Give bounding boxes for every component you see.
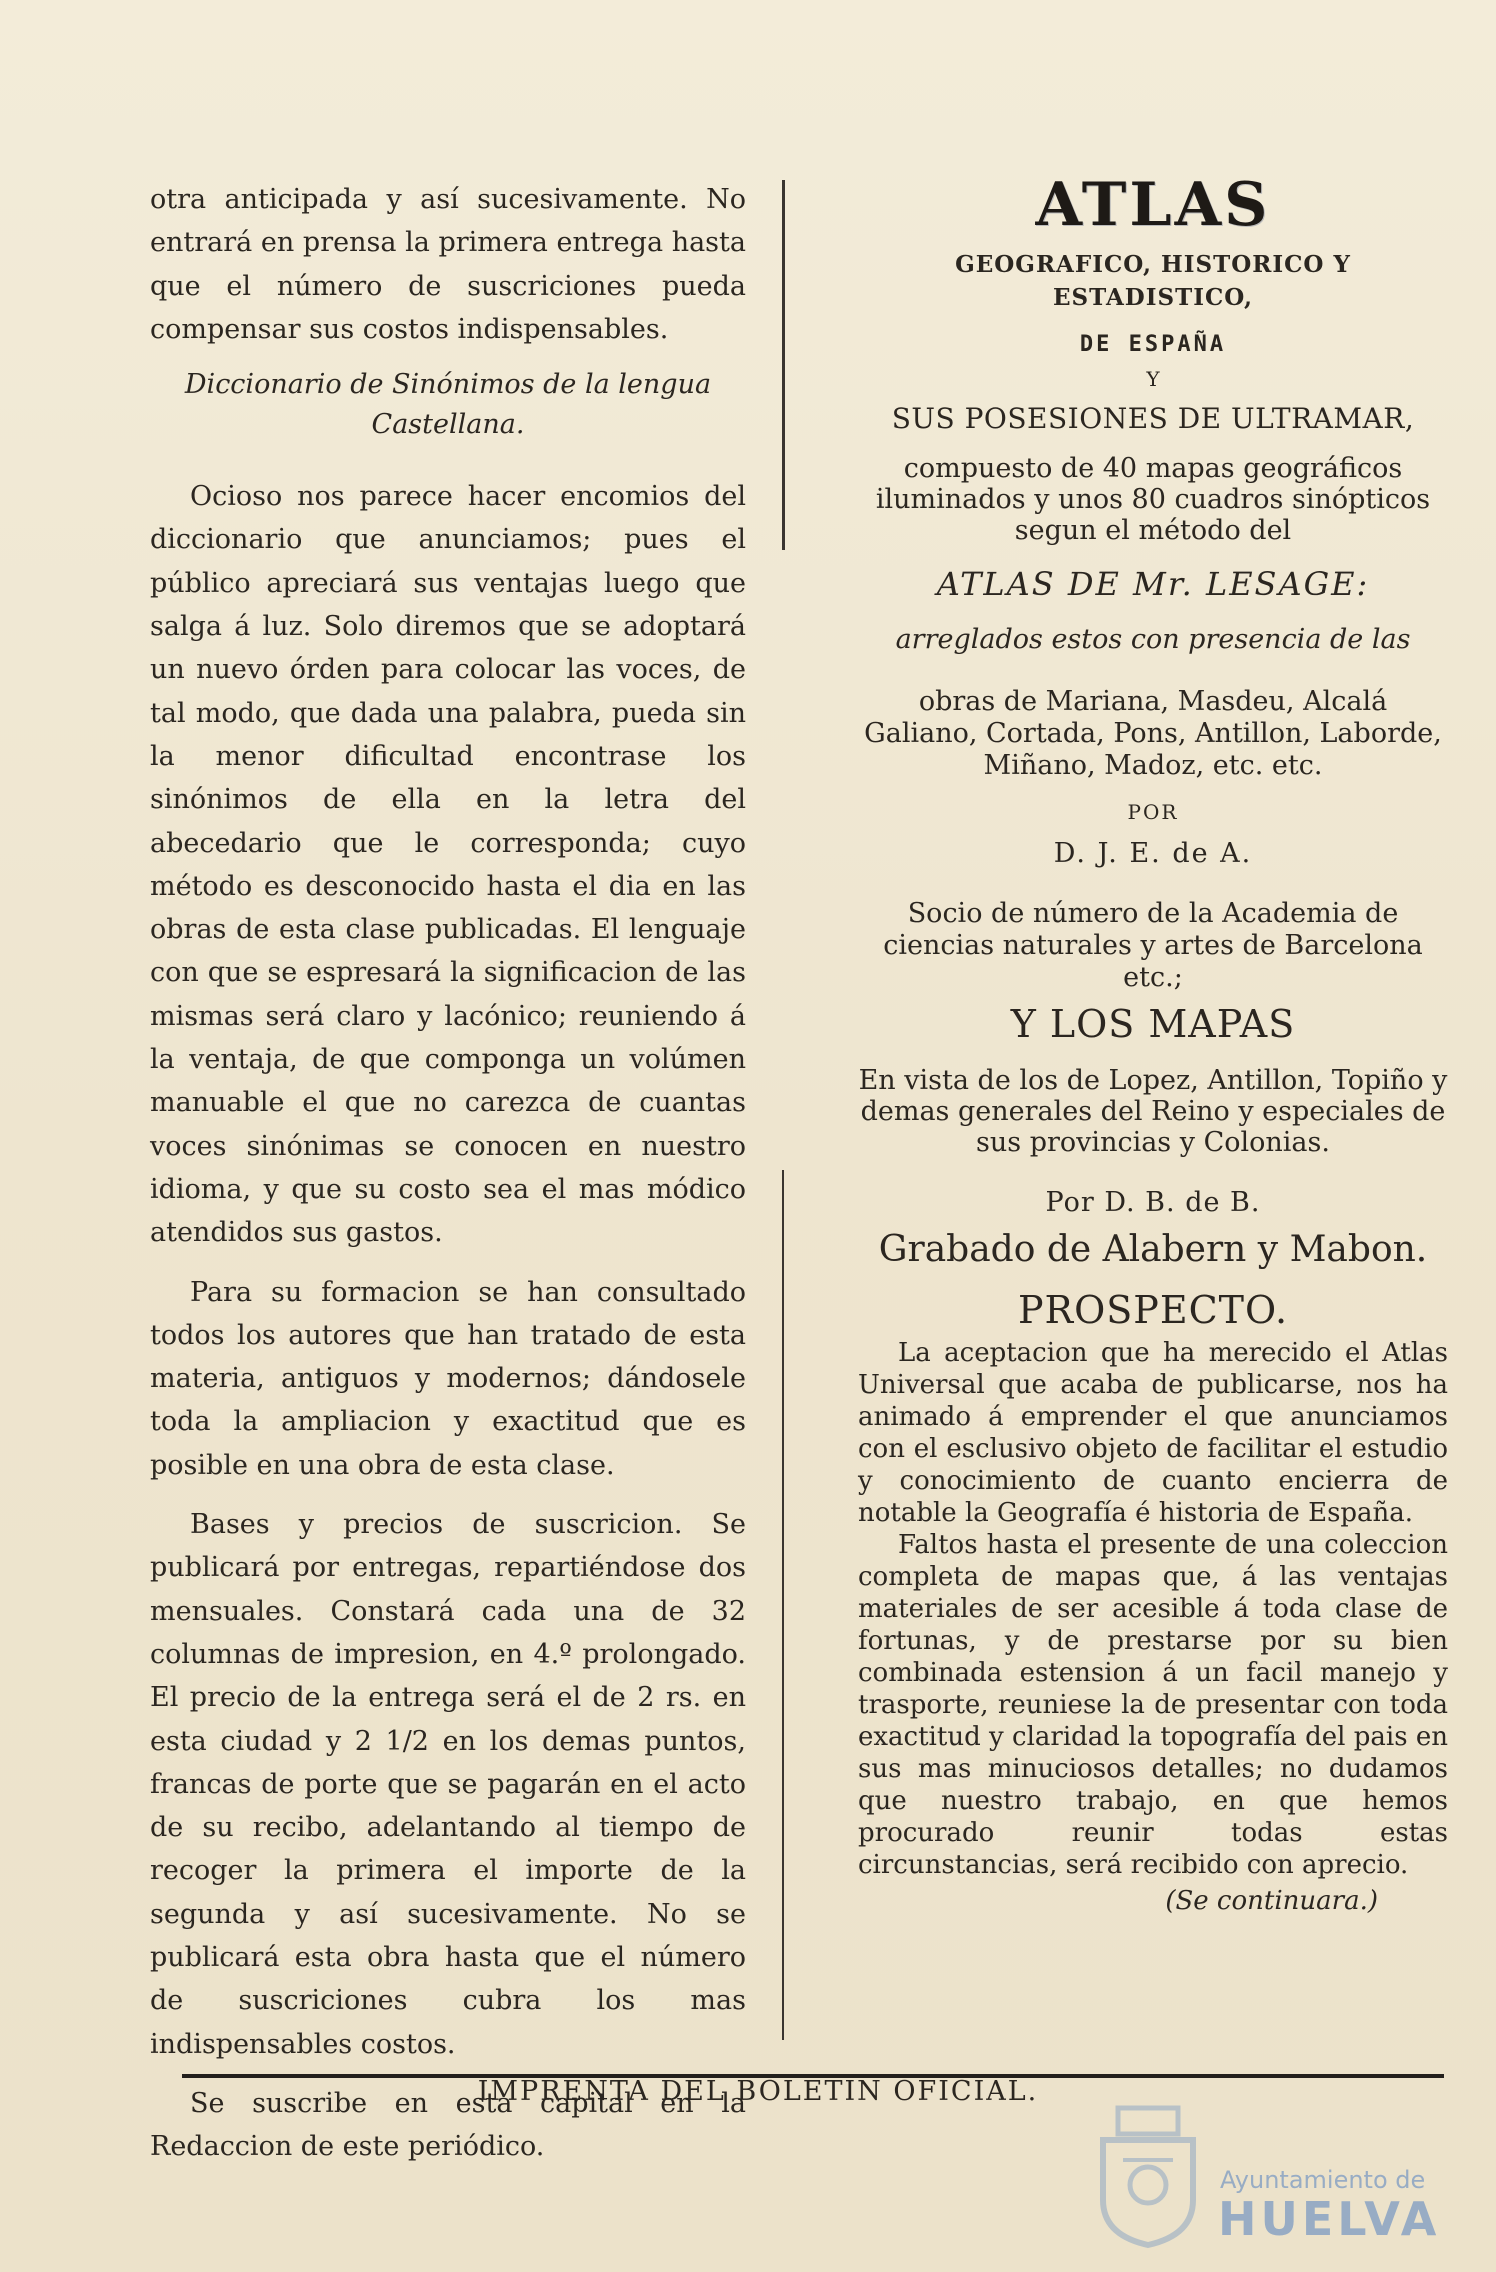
page-title: ATLAS [1035,170,1271,240]
right-column [858,170,1448,1918]
subtitle: SUS POSESIONES DE ULTRAMAR, [891,402,1415,435]
by-label: POR [1127,800,1179,824]
description: compuesto de 40 mapas geográficos iluminados y unos 80 cuadros sinópticos segun el método del [875,453,1431,546]
continuation-note: (Se continuara.) [1165,1886,1378,1916]
body-paragraph: Para su formacion se han consultado todos los autores que han tratado de esta materia, antiguos y modernos; dándosele toda la ampliacion y exactitud que es posible en una obra de esta clase. [150,1276,746,1481]
subtitle: GEOGRAFICO, HISTORICO Y ESTADISTICO, [955,251,1351,311]
section-heading: Diccionario de Sinónimos de la lengua Castellana. [184,369,712,441]
subtitle-de-espana: DE ESPAÑA [1079,332,1227,357]
body-paragraph: Bases y precios de suscricion. Se publicará por entregas, repartiéndose dos mensuales. Constará cada una de 32 columnas de impresion, en 4.º prolongado. El precio de la entrega será el de 2 rs. en esta ciudad y 2 1/2 en los demas puntos, francas de porte que se pagarán en el acto de su recibo, adelantando al tiempo de recoger la primera el importe de la segunda y así sucesivamente. No se publicará esta obra hasta que el número de suscriciones cubra los mas indispensables costos. [150,1509,746,2060]
method-note: arreglados estos con presencia de las [895,624,1411,655]
body-paragraph: Faltos hasta el presente de una coleccion completa de mapas que, á las ventajas materiales de ser acesible á toda clase de fortunas, y de prestarse por su bien combinada estension á un facil manejo y trasporte, reuniese la de presentar con toda exactitud y claridad la topografía del pais en sus mas minuciosos detalles; no dudamos que nuestro trabajo, en que hemos procurado reunir todas estas circunstancias, será recibido con aprecio. [858,1530,1448,1880]
method-title: ATLAS DE Mr. LESAGE: [936,565,1370,603]
watermark-line1: Ayuntamiento de [1220,2166,1426,2194]
body-paragraph: Se suscribe en esta capital en la Redaccion de este periódico. [150,2087,746,2163]
prospectus-heading: PROSPECTO. [1017,1288,1289,1332]
maps-heading: Y LOS MAPAS [1010,1002,1296,1046]
left-column [150,178,746,2168]
body-paragraph: Ocioso nos parece hacer encomios del diccionario que anunciamos; pues el público apreciará sus ventajas luego que salga á luz. Solo diremos que se adoptará un nuevo órden para colocar las voces, de tal modo, que dada una palabra, pueda sin la menor dificultad encontrase los sinónimos de ella en la letra del abecedario que le corresponda; cuyo método es desconocido hasta el dia en las obras de esta clase publicadas. El lenguaje con que se espresará la significacion de las mismas será claro y lacónico; reuniendo á la ventaja, de que componga un volúmen manuable el que no carezca de cuantas voces sinónimas se conocen en nuestro idioma, y que su costo sea el mas módico atendidos sus gastos. [150,481,746,1249]
continuation-paragraph: otra anticipada y así sucesivamente. No entrará en prensa la primera entrega hasta que el número de suscriciones pueda compensar sus costos indispensables. [150,184,746,345]
maps-author: Por D. B. de B. [1045,1187,1261,1218]
prospectus-body [858,1337,1448,1881]
watermark-line2: HUELVA [1218,2192,1441,2246]
maps-description: En vista de los de Lopez, Antillon, Topiño y demas generales del Reino y especiales de sus provincias y Colonias. [858,1065,1448,1158]
author-affiliation: Socio de número de la Academia de ciencias naturales y artes de Barcelona etc.; [883,898,1423,993]
city-shield-icon [1088,2100,1208,2250]
subtitle-conjunction: Y [1146,367,1160,391]
sources-list: obras de Mariana, Masdeu, Alcalá Galiano, Cortada, Pons, Antillon, Laborde, Miñano, Madoz, etc. etc. [864,686,1442,781]
engraver: Grabado de Alabern y Mabon. [878,1229,1428,1270]
watermark [1088,2100,1441,2260]
printer-imprint: IMPRENTA DEL BOLETIN OFICIAL. [477,2076,1039,2107]
column-divider [782,180,785,550]
column-divider [782,1170,784,2040]
author: D. J. E. de A. [1053,838,1253,869]
body-paragraph: La aceptacion que ha merecido el Atlas Universal que acaba de publicarse, nos ha animado á emprender el que anunciamos con el esclusivo objeto de facilitar el estudio y conocimiento de cuanto encierra de notable la Geografía é historia de España. [858,1338,1448,1528]
